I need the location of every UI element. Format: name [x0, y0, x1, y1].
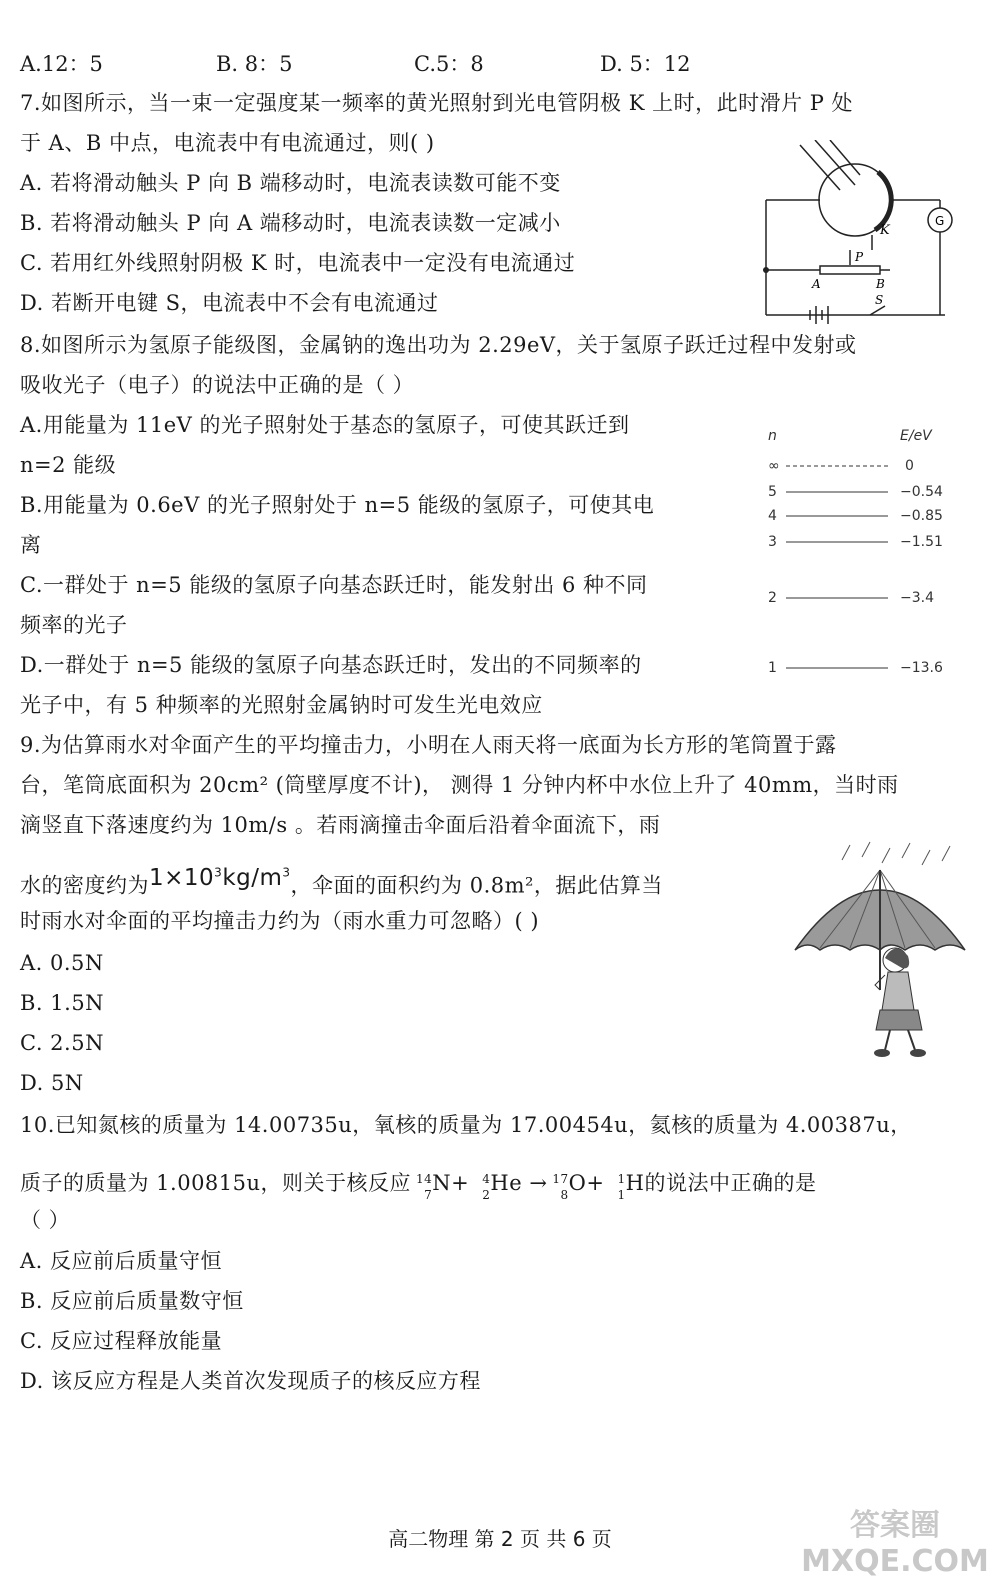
label-p: P [855, 250, 864, 264]
hydrogen-symbol: H [625, 1171, 645, 1195]
q10-line3: （ ） [20, 1208, 71, 1232]
q10-option-d: D. 该反应方程是人类首次发现质子的核反应方程 [20, 1369, 481, 1393]
q8-option-d-2: 光子中，有 5 种频率的光照射金属钠时可发生光电效应 [20, 693, 543, 717]
oxygen-nuclide: 17 8 [552, 1171, 569, 1202]
svg-text:5: 5 [768, 484, 777, 500]
q9-line3: 滴竖直下落速度约为 10m/s 。若雨滴撞击伞面后沿着伞面流下，雨 [20, 813, 661, 837]
svg-text:4: 4 [768, 508, 777, 524]
photocell-circuit-figure [760, 140, 960, 330]
density-formula: $1\times 10^3kg/m^3$ [149, 864, 291, 891]
svg-text:−1.51: −1.51 [900, 534, 943, 550]
helium-symbol: He [490, 1171, 523, 1195]
q10-line2-pre: 质子的质量为 1.00815u，则关于核反应 [20, 1171, 412, 1195]
hydrogen-nuclide: 1 1 [617, 1171, 626, 1202]
level-3 [768, 534, 943, 550]
q10-line1: 10.已知氮核的质量为 14.00735u，氧核的质量为 17.00454u，氦核的质量为 4.00387u， [20, 1113, 912, 1137]
switch-s [870, 306, 885, 315]
q10-option-a: A. 反应前后质量守恒 [20, 1249, 223, 1273]
q6-option-d: D. 5：12 [600, 52, 691, 76]
label-s: S [875, 293, 884, 307]
e-header: E/eV [900, 428, 932, 444]
svg-text:1: 1 [768, 660, 777, 676]
label-g: G [935, 214, 945, 228]
q9-line1: 9.为估算雨水对伞面产生的平均撞击力，小明在人雨天将一底面为长方形的笔筒置于露 [20, 733, 837, 757]
q6-option-a: A.12：5 [20, 52, 103, 76]
watermark-logo: 答案圈 MXQE.COM [801, 1508, 989, 1579]
q9-line5: 时雨水对伞面的平均撞击力约为（雨水重力可忽略）( ) [20, 909, 540, 933]
q8-option-c-1: C.一群处于 n=5 能级的氢原子向基态跃迁时，能发射出 6 种不同 [20, 573, 648, 597]
umbrella-girl-illustration [790, 840, 970, 1065]
rheostat [820, 266, 880, 274]
nitrogen-symbol: N [432, 1171, 452, 1195]
helium-nuclide: 4 2 [482, 1171, 491, 1202]
q9-line2: 台，笔筒底面积为 20cm² (筒壁厚度不计)， 测得 1 分钟内杯中水位上升了 40mm，当时雨 [20, 773, 899, 797]
level-1 [768, 660, 943, 676]
svg-text:3: 3 [768, 534, 777, 550]
q10-option-c: C. 反应过程释放能量 [20, 1329, 223, 1353]
q9-option-c: C. 2.5N [20, 1031, 104, 1055]
q8-option-c-2: 频率的光子 [20, 613, 128, 637]
q8-stem-line1: 8.如图所示为氢原子能级图，金属钠的逸出功为 2.29eV，关于氢原子跃迁过程中发射或 [20, 333, 857, 357]
q7-option-d: D. 若断开电键 S，电流表中不会有电流通过 [20, 291, 439, 315]
plus-1: + [451, 1171, 470, 1195]
svg-text:−0.54: −0.54 [900, 484, 943, 500]
page-footer: 高二物理 第 2 页 共 6 页 [388, 1527, 612, 1551]
q10-line2 [20, 1168, 816, 1200]
q7-option-a: A. 若将滑动触头 P 向 B 端移动时，电流表读数可能不变 [20, 171, 561, 195]
q7-stem-line2: 于 A、B 中点，电流表中有电流通过，则( ) [20, 131, 435, 155]
q6-option-c: C.5：8 [414, 52, 484, 76]
svg-text:−13.6: −13.6 [900, 660, 943, 676]
oxygen-symbol: O [568, 1171, 587, 1195]
q10-line2-post: 的说法中正确的是 [644, 1171, 817, 1195]
q7-option-c: C. 若用红外线照射阴极 K 时，电流表中一定没有电流通过 [20, 251, 576, 275]
q9-option-b: B. 1.5N [20, 991, 105, 1015]
svg-text:−0.85: −0.85 [900, 508, 943, 524]
svg-text:2: 2 [768, 590, 777, 606]
n-header: n [768, 428, 777, 444]
level-4 [768, 508, 943, 524]
reaction-arrow: → [529, 1171, 548, 1195]
q6-option-b: B. 8：5 [216, 52, 293, 76]
q9-line4-post: ，伞面的面积约为 0.8m²，据此估算当 [290, 873, 663, 898]
q8-option-b-1: B.用能量为 0.6eV 的光子照射处于 n=5 能级的氢原子，可使其电 [20, 493, 655, 517]
level-2 [768, 590, 934, 606]
nitrogen-nuclide: 14 7 [415, 1171, 433, 1202]
q8-option-d-1: D.一群处于 n=5 能级的氢原子向基态跃迁时，发出的不同频率的 [20, 653, 642, 677]
plus-2: + [586, 1171, 605, 1195]
q9-option-d: D. 5N [20, 1071, 84, 1095]
svg-text:0: 0 [905, 458, 914, 474]
q7-stem-line1: 7.如图所示，当一束一定强度某一频率的黄光照射到光电管阴极 K 上时，此时滑片 P 处 [20, 91, 854, 115]
q9-line4-pre: 水的密度约为 [20, 873, 149, 898]
q8-option-b-2: 离 [20, 533, 42, 557]
label-b: B [876, 277, 885, 291]
q10-option-b: B. 反应前后质量数守恒 [20, 1289, 244, 1313]
energy-level-diagram [760, 420, 960, 690]
light-ray-1 [800, 145, 840, 190]
label-a: A [812, 277, 821, 291]
level-inf [768, 458, 914, 474]
q7-option-b: B. 若将滑动触头 P 向 A 端移动时，电流表读数一定减小 [20, 211, 561, 235]
q9-line4 [20, 865, 663, 901]
label-k: K [880, 223, 890, 238]
q8-stem-line2: 吸收光子（电子）的说法中正确的是（ ） [20, 373, 415, 397]
level-5 [768, 484, 943, 500]
svg-text:∞: ∞ [768, 458, 780, 474]
q9-option-a: A. 0.5N [20, 951, 104, 975]
q8-option-a-1: A.用能量为 11eV 的光子照射处于基态的氢原子，可使其跃迁到 [20, 413, 630, 437]
svg-text:−3.4: −3.4 [900, 590, 934, 606]
q8-option-a-2: n=2 能级 [20, 453, 117, 477]
